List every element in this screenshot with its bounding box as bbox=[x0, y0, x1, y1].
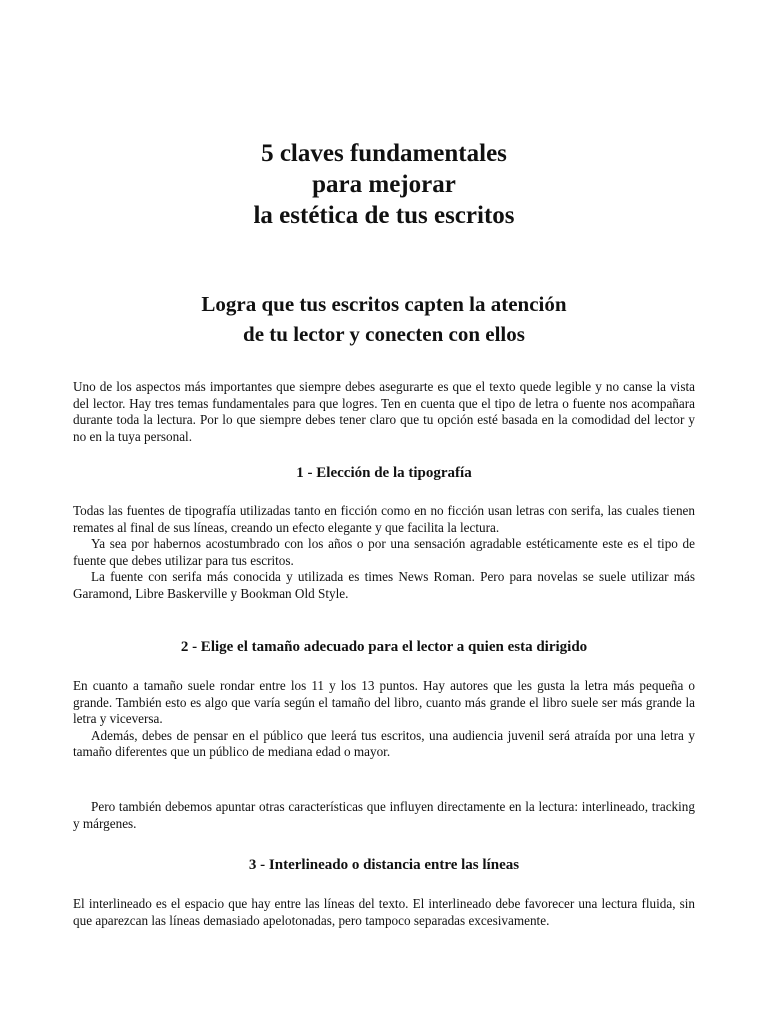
document-subtitle bbox=[0, 289, 768, 349]
title-line-2: para mejorar bbox=[312, 171, 456, 198]
section-1-body bbox=[73, 503, 695, 603]
section-2-extra-paragraph: Pero también debemos apuntar otras características que influyen directamente en la lectura: interlineado, tracking y márgenes. bbox=[73, 799, 695, 831]
title-line-3: la estética de tus escritos bbox=[253, 202, 515, 229]
section-3-body bbox=[73, 896, 695, 929]
section-1-paragraph-3: La fuente con serifa más conocida y utilizada es times News Roman. Pero para novelas se suele utilizar más Garamond, Libre Baskerville y Bookman Old Style. bbox=[73, 569, 695, 601]
section-1-paragraph-1: Todas las fuentes de tipografía utilizadas tanto en ficción como en no ficción usan letras con serifa, las cuales tienen remates al final de sus líneas, creando un efecto elegante y que facilita la lectura. bbox=[73, 503, 695, 535]
section-3-heading: 3 - Interlineado o distancia entre las líneas bbox=[248, 857, 520, 873]
section-1-paragraph-2: Ya sea por habernos acostumbrado con los años o por una sensación agradable estéticamente este es el tipo de fuente que debes utilizar para tus escritos. bbox=[73, 536, 695, 568]
section-3-paragraph-1: El interlineado es el espacio que hay entre las líneas del texto. El interlineado debe favorecer una lectura fluida, sin que aparezcan las líneas demasiado apelotonadas, pero tampoco separadas excesivamente. bbox=[73, 896, 695, 928]
section-2-body bbox=[73, 678, 695, 761]
subtitle-line-1: Logra que tus escritos capten la atención bbox=[201, 292, 567, 316]
section-2-heading: 2 - Elige el tamaño adecuado para el lector a quien esta dirigido bbox=[180, 639, 588, 655]
section-2-paragraph-2: Además, debes de pensar en el público que leerá tus escritos, una audiencia juvenil será atraída por una letra y tamaño diferentes que un público de mediana edad o mayor. bbox=[73, 727, 695, 760]
document-title bbox=[0, 138, 768, 231]
section-2-extra-block bbox=[73, 799, 695, 832]
subtitle-line-2: de tu lector y conecten con ellos bbox=[243, 322, 525, 346]
section-2-paragraph-1: En cuanto a tamaño suele rondar entre los 11 y los 13 puntos. Hay autores que les gusta la letra más pequeña o grande. También esto es algo que varía según el tamaño del libro, cuanto más grande el libro suele ser más grande la letra y viceversa. bbox=[73, 678, 695, 727]
section-1-heading: 1 - Elección de la tipografía bbox=[296, 465, 472, 481]
title-line-1: 5 claves fundamentales bbox=[261, 140, 507, 167]
intro-paragraph: Uno de los aspectos más importantes que siempre debes asegurarte es que el texto quede legible y no canse la vista del lector. Hay tres temas fundamentales para que logres. Ten en cuenta que el tipo de letra o fuente nos acompañara durante toda la lectura. Por lo que siempre debes tener claro que tu opción esté basada en la comodidad del lector y no en la tuya personal. bbox=[73, 379, 695, 444]
intro-block bbox=[73, 379, 695, 445]
